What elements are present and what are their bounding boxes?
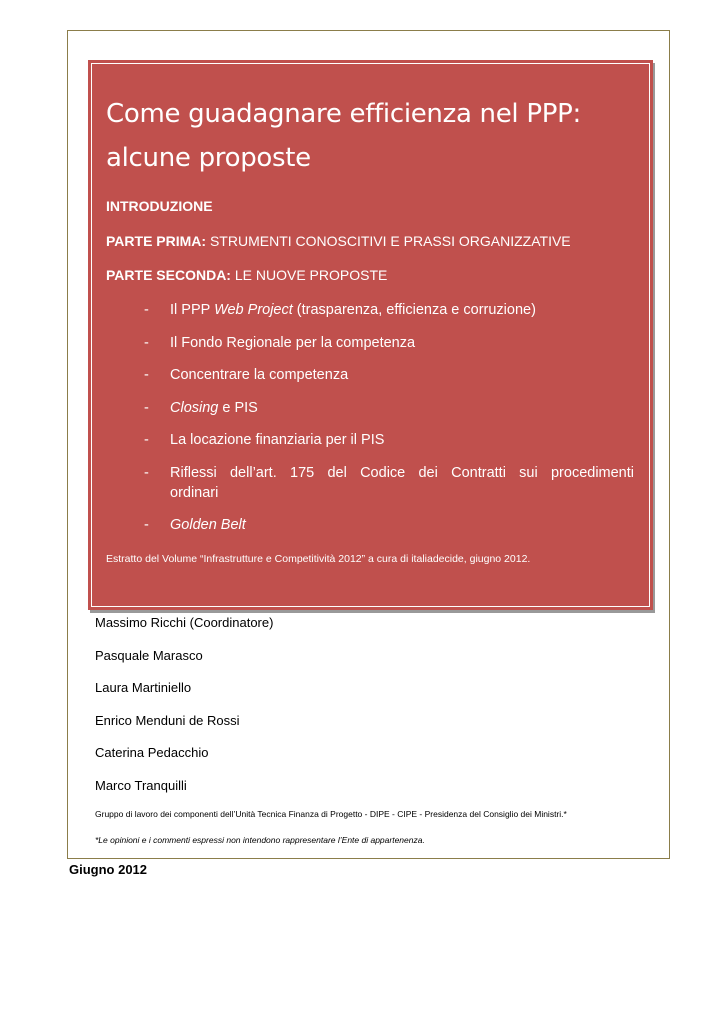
author-name: Laura Martiniello [95, 680, 192, 695]
section-intro-label: INTRODUZIONE [106, 198, 213, 214]
document-title: Come guadagnare efficienza nel PPP: alcune proposte [106, 99, 581, 173]
list-item: - Closing e PIS [144, 399, 258, 416]
part-one-label: PARTE PRIMA: [106, 233, 207, 249]
authors-list [95, 614, 273, 809]
author-name: Enrico Menduni de Rossi [95, 712, 240, 728]
list-item: - Concentrare la competenza [144, 367, 349, 383]
section-part-two [106, 267, 387, 283]
part-one-text: STRUMENTI CONOSCITIVI E PRASSI ORGANIZZATIVE [206, 233, 571, 249]
list-item: - Il Fondo Regionale per la competenza [144, 334, 416, 351]
list-item: - Riflessi dell’art. 175 del Codice dei Contratti sui procedimenti ordinari [144, 464, 634, 501]
part-two-label: PARTE SECONDA: [106, 267, 231, 283]
working-group-note: Gruppo di lavoro dei componenti dell’Unità Tecnica Finanza di Progetto - DIPE - CIPE - Presidenza del Consiglio dei Ministri.* [95, 809, 567, 819]
disclaimer-note: *Le opinioni e i commenti espressi non intendono rappresentare l’Ente di appartenenza. [95, 835, 425, 845]
author-name: Marco Tranquilli [95, 777, 187, 793]
excerpt-note: Estratto del Volume “Infrastrutture e Competitività 2012” a cura di italiadecide, giugno 2012. [106, 553, 531, 565]
part-two-text: LE NUOVE PROPOSTE [230, 267, 388, 283]
proposals-list [144, 300, 634, 548]
cover-box [88, 60, 653, 610]
list-item: - Il PPP Web Project (trasparenza, efficienza e corruzione) [144, 302, 536, 318]
list-item: - Golden Belt [144, 517, 246, 533]
section-part-one [106, 233, 571, 249]
author-name: Massimo Ricchi (Coordinatore) [95, 615, 274, 630]
publication-date: Giugno 2012 [69, 862, 148, 877]
author-name: Caterina Pedacchio [95, 745, 209, 760]
list-item: - La locazione finanziaria per il PIS [144, 432, 385, 448]
author-name: Pasquale Marasco [95, 647, 203, 663]
section-introduction [106, 198, 213, 214]
